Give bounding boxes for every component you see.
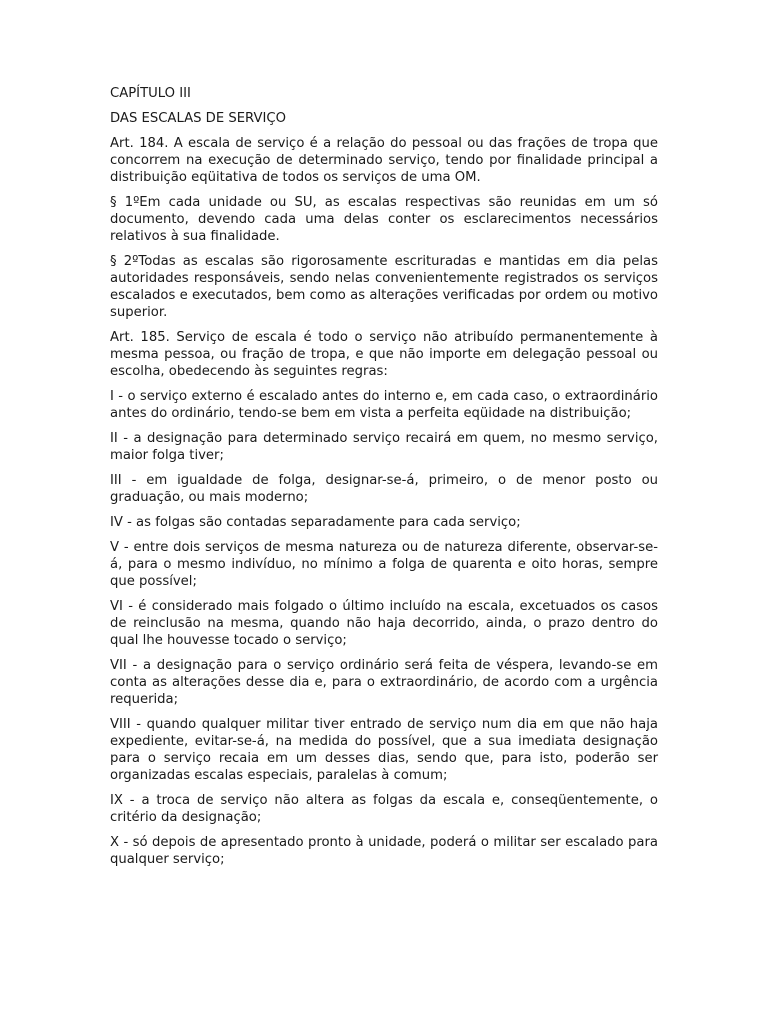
document-page xyxy=(110,85,658,876)
rule-item-v: V - entre dois serviços de mesma natureza ou de natureza diferente, observar-se-á, para o mesmo indivíduo, no mínimo a folga de quarenta e oito horas, sempre que possível; xyxy=(110,540,658,589)
article-185: Art. 185. Serviço de escala é todo o serviço não atribuído permanentemente à mesma pessoa, ou fração de tropa, e que não importe em delegação pessoal ou escolha, obedecendo às seguintes regras: xyxy=(110,330,658,379)
rule-item-viii: VIII - quando qualquer militar tiver entrado de serviço num dia em que não haja expediente, evitar-se-á, na medida do possível, que a sua imediata designação para o serviço recaia em um desses dias, sendo que, para isto, poderão ser organizadas escalas especiais, paralelas à comum; xyxy=(110,717,658,783)
rule-item-iii: III - em igualdade de folga, designar-se-á, primeiro, o de menor posto ou graduação, ou mais moderno; xyxy=(110,473,658,505)
rule-item-vii: VII - a designação para o serviço ordinário será feita de véspera, levando-se em conta as alterações desse dia e, para o extraordinário, de acordo com a urgência requerida; xyxy=(110,658,658,707)
article-184-paragraph-2: § 2ºTodas as escalas são rigorosamente escrituradas e mantidas em dia pelas autoridades responsáveis, sendo nelas convenientemente registrados os serviços escalados e executados, bem como as alterações verificadas por ordem ou motivo superior. xyxy=(110,254,658,320)
chapter-number: CAPÍTULO III xyxy=(110,86,191,101)
rule-item-vi: VI - é considerado mais folgado o último incluído na escala, excetuados os casos de reinclusão na mesma, quando não haja decorrido, ainda, o prazo dentro do qual lhe houvesse tocado o serviço; xyxy=(110,599,658,648)
rule-item-i: I - o serviço externo é escalado antes do interno e, em cada caso, o extraordinário antes do ordinário, tendo-se bem em vista a perfeita eqüidade na distribuição; xyxy=(110,389,658,421)
chapter-title: DAS ESCALAS DE SERVIÇO xyxy=(110,111,286,126)
rule-item-ii: II - a designação para determinado serviço recairá em quem, no mesmo serviço, maior folga tiver; xyxy=(110,431,658,463)
rule-item-iv: IV - as folgas são contadas separadamente para cada serviço; xyxy=(110,515,521,530)
rule-item-ix: IX - a troca de serviço não altera as folgas da escala e, conseqüentemente, o critério da designação; xyxy=(110,793,658,825)
article-184: Art. 184. A escala de serviço é a relação do pessoal ou das frações de tropa que concorrem na execução de determinado serviço, tendo por finalidade principal a distribuição eqüitativa de todos os serviços de uma OM. xyxy=(110,136,658,185)
article-184-paragraph-1: § 1ºEm cada unidade ou SU, as escalas respectivas são reunidas em um só documento, devendo cada uma delas conter os esclarecimentos necessários relativos à sua finalidade. xyxy=(110,195,658,244)
rule-item-x: X - só depois de apresentado pronto à unidade, poderá o militar ser escalado para qualquer serviço; xyxy=(110,835,658,867)
